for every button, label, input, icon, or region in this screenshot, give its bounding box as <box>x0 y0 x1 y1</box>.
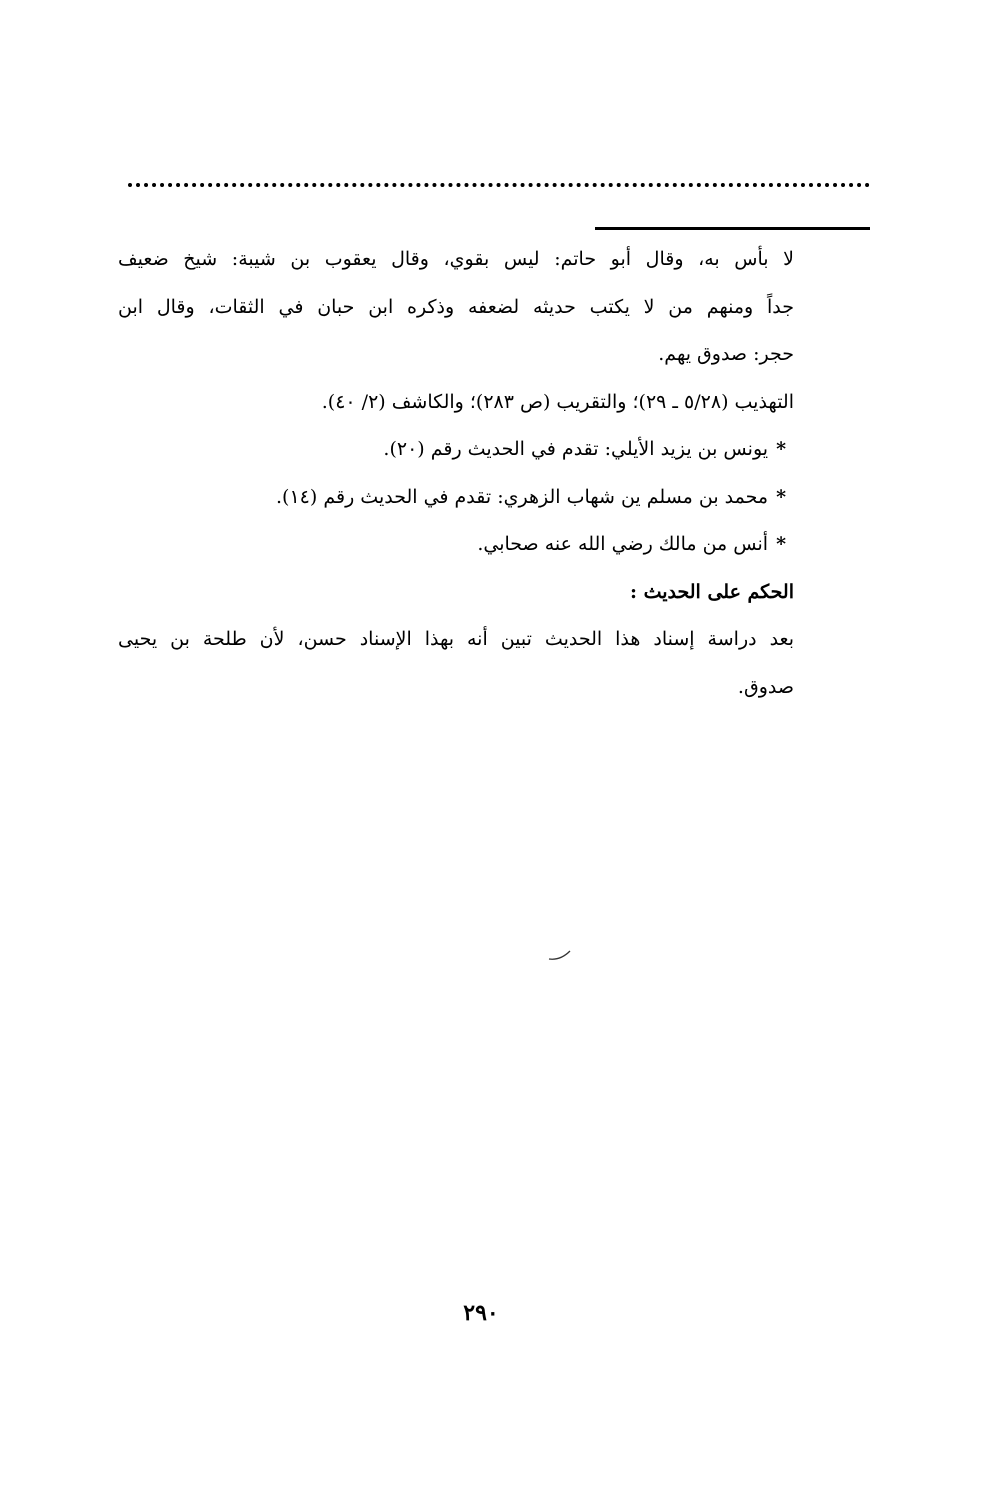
section-heading: الحكم على الحديث : <box>629 580 794 603</box>
narrator-text-zuhri: محمد بن مسلم ين شهاب الزهري: تقدم في الحديث رقم (١٤). <box>276 485 769 508</box>
narrator-item-zuhri <box>118 474 794 522</box>
body-text <box>118 236 794 711</box>
text-line-2: جداً ومنهم من لا يكتب حديثه لضعفه وذكره ابن حبان في الثقات، وقال ابن <box>118 295 794 318</box>
page-number: ٢٩٠ <box>463 1300 499 1326</box>
footnote-rule <box>595 227 870 230</box>
text-line-1: لا بأس به، وقال أبو حاتم: ليس بقوي، وقال يعقوب بن شيبة: شيخ ضعيف <box>118 248 794 270</box>
dotted-separator <box>128 183 870 187</box>
bullet-icon: * <box>776 533 786 555</box>
bullet-icon: * <box>776 438 786 460</box>
ruling-line-2: صدوق. <box>737 675 794 698</box>
narrator-item-yunus <box>118 426 794 474</box>
bullet-icon: * <box>776 485 786 508</box>
citation-line: التهذيب (٥/٢٨ ـ ٢٩)؛ والتقريب (ص ٢٨٣)؛ والكاشف (٢/ ٤٠). <box>321 390 794 413</box>
narrator-text-yunus: يونس بن يزيد الأيلي: تقدم في الحديث رقم (٢٠). <box>383 438 769 460</box>
narrator-text-anas: أنس من مالك رضي الله عنه صحابي. <box>477 533 769 555</box>
narrator-item-anas <box>118 521 794 569</box>
text-line-3: حجر: صدوق يهم. <box>658 343 794 365</box>
ruling-line-1: بعد دراسة إسناد هذا الحديث تبين أنه بهذا الإسناد حسن، لأن طلحة بن يحيى <box>118 628 794 650</box>
pen-mark <box>548 948 572 962</box>
